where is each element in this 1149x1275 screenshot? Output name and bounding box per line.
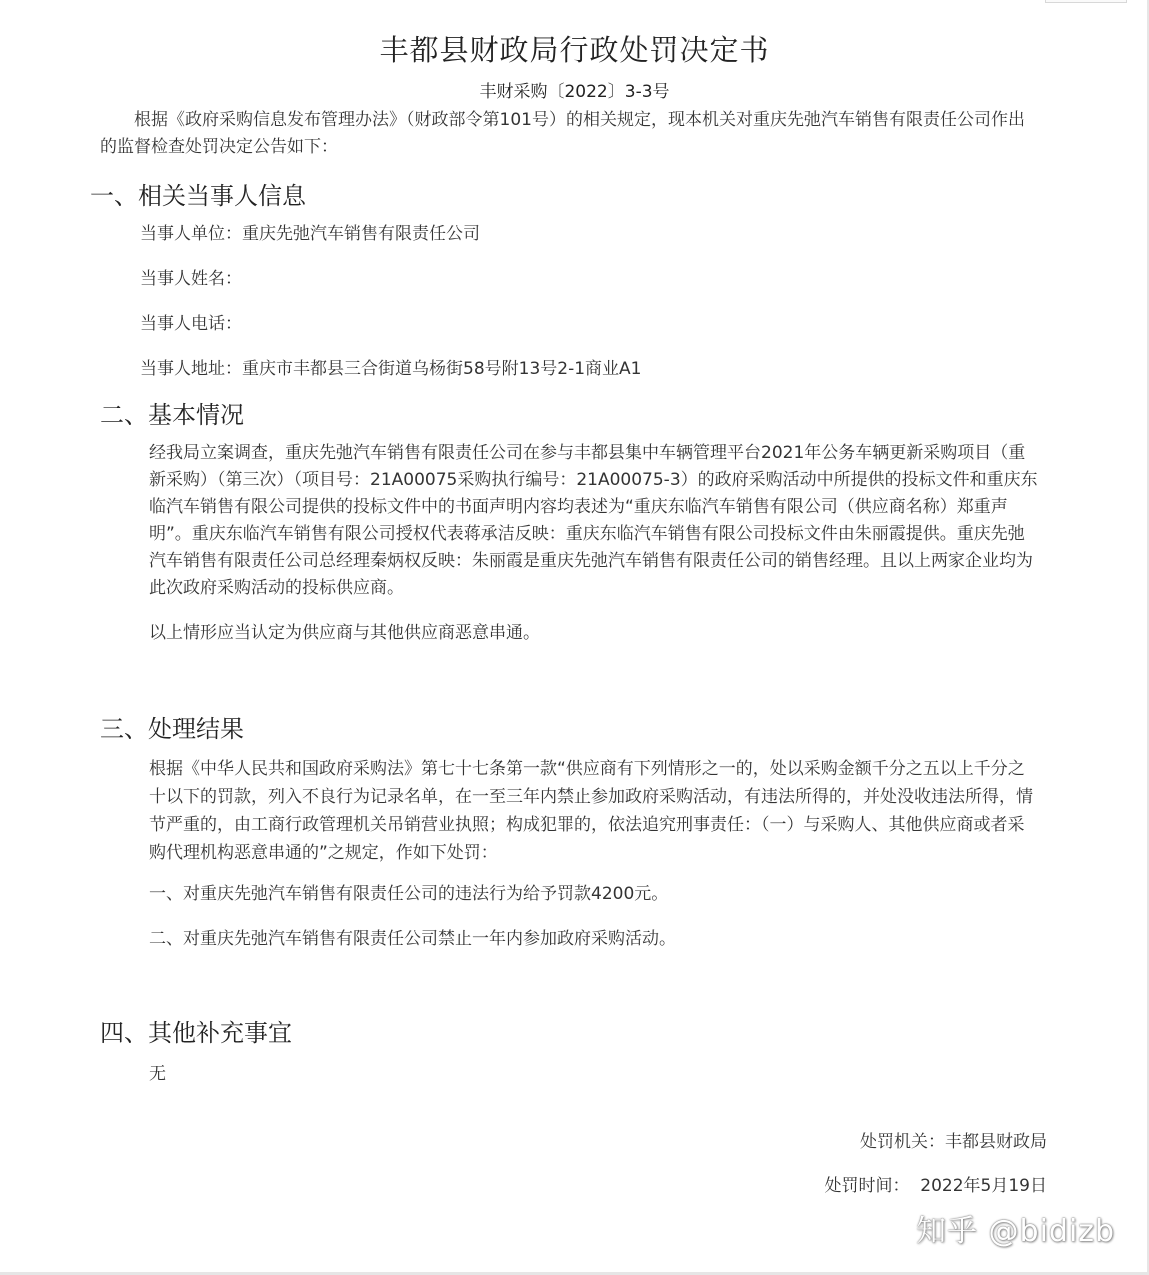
top-edge-tab <box>1045 0 1127 3</box>
penalty-authority: 处罚机关：丰都县财政局 <box>860 1132 1047 1152</box>
section1-heading: 一、相关当事人信息 <box>90 182 306 210</box>
section2-paragraph: 经我局立案调查，重庆先弛汽车销售有限责任公司在参与丰都县集中车辆管理平台2021年公务车辆更新采购项目（重新采购）（第三次）（项目号：21A00075采购执行编号：21A00075-3）的政府采购活动中所提供的投标文件和重庆东临汽车销售有限公司提供的投标文件中的书面声明内容均表述为“重庆东临汽车销售有限公司（供应商名称）郑重声明”。重庆东临汽车销售有限公司授权代表蒋承洁反映：重庆东临汽车销售有限公司投标文件由朱丽霞提供。重庆先弛汽车销售有限责任公司总经理秦炳权反映：朱丽霞是重庆先弛汽车销售有限责任公司的销售经理。且以上两家企业均为此次政府采购活动的投标供应商。 <box>149 443 1038 598</box>
penalty-item-1: 一、对重庆先弛汽车销售有限责任公司的违法行为给予罚款4200元。 <box>149 884 669 904</box>
penalty-item-2: 二、对重庆先弛汽车销售有限责任公司禁止一年内参加政府采购活动。 <box>149 929 676 949</box>
section2-conclusion: 以上情形应当认定为供应商与其他供应商恶意串通。 <box>149 623 540 643</box>
watermark-text: 知乎 @bidizb <box>916 1214 1116 1249</box>
party-phone: 当事人电话： <box>140 314 242 334</box>
section3-paragraph: 根据《中华人民共和国政府采购法》第七十七条第一款“供应商有下列情形之一的，处以采购金额千分之五以上千分之十以下的罚款，列入不良行为记录名单，在一至三年内禁止参加政府采购活动，有违法所得的，并处没收违法所得，情节严重的，由工商行政管理机关吊销营业执照；构成犯罪的，依法追究刑事责任：（一）与采购人、其他供应商或者采购代理机构恶意串通的”之规定，作如下处罚： <box>149 759 1033 863</box>
intro-paragraph: 根据《政府采购信息发布管理办法》（财政部令第101号）的相关规定，现本机关对重庆先弛汽车销售有限责任公司作出的监督检查处罚决定公告如下： <box>100 110 1025 157</box>
document-title: 丰都县财政局行政处罚决定书 <box>379 33 770 67</box>
penalty-date: 处罚时间： 2022年5月19日 <box>824 1176 1047 1196</box>
party-unit: 当事人单位：重庆先弛汽车销售有限责任公司 <box>140 224 480 244</box>
section2-heading: 二、基本情况 <box>100 401 244 429</box>
section4-content: 无 <box>149 1064 166 1084</box>
document-number: 丰财采购〔2022〕3-3号 <box>479 82 670 102</box>
section4-heading: 四、其他补充事宜 <box>100 1019 292 1047</box>
party-address: 当事人地址：重庆市丰都县三合街道乌杨街58号附13号2-1商业A1 <box>140 359 642 379</box>
party-name: 当事人姓名： <box>140 269 242 289</box>
section3-heading: 三、处理结果 <box>100 715 244 743</box>
